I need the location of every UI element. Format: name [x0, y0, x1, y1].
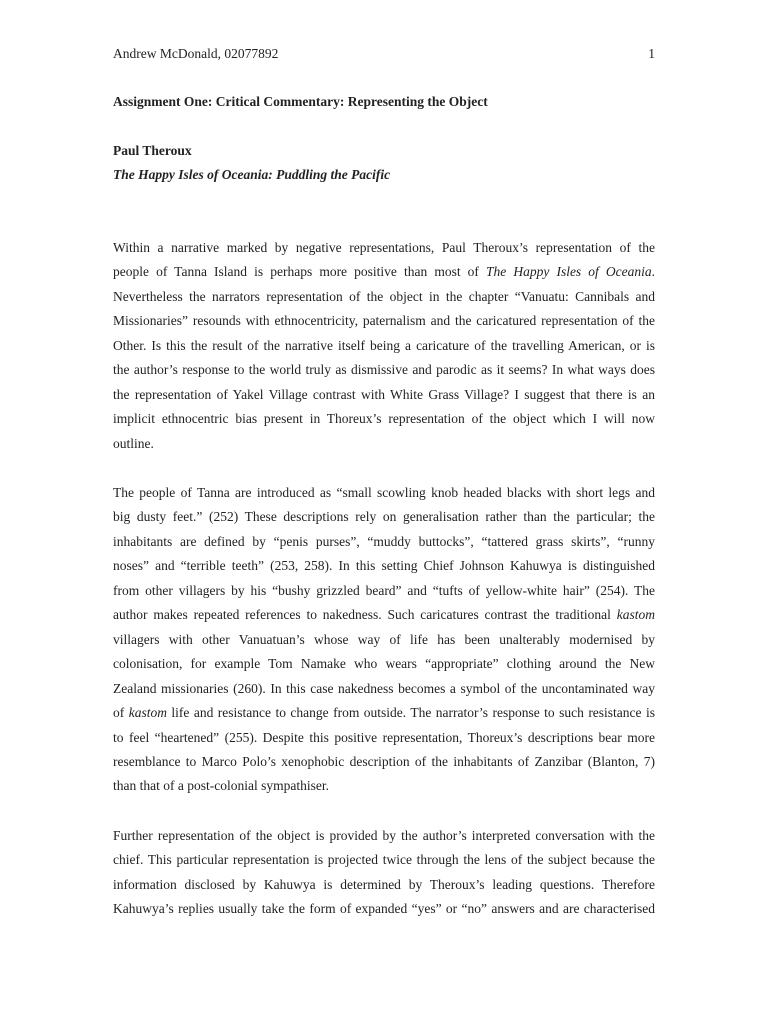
- paragraph-3: [113, 824, 655, 922]
- text-line: colonisation, for example Tom Namake who wears “appropriate” clothing around the New: [113, 656, 655, 672]
- text-line: people of Tanna Island is perhaps more positive than most of The Happy Isles of Oceania.: [113, 264, 655, 280]
- italic-term: kastom: [616, 607, 655, 623]
- text-line: noses” and “terrible teeth” (253, 258). In this setting Chief Johnson Kahuwya is distinguished: [113, 558, 655, 574]
- text-line: The people of Tanna are introduced as “small scowling knob headed blacks with short legs and: [113, 485, 655, 500]
- text-line: outline.: [113, 435, 154, 451]
- italic-term: kastom: [128, 705, 167, 721]
- text-line: Within a narrative marked by negative representations, Paul Theroux’s representation of the: [113, 240, 655, 255]
- text-line: Missionaries” resounds with ethnocentricity, paternalism and the caricatured representation of the: [113, 313, 655, 329]
- paragraph-2: [113, 481, 655, 799]
- text-line: to feel “heartened” (255). Despite this positive representation, Thoreux’s descriptions bear more: [113, 729, 655, 745]
- text-line: the author’s response to the world truly as dismissive and parodic as it seems? In what ways does: [113, 362, 655, 378]
- text-line: implicit ethnocentric bias present in Thoreux’s representation of the object which I will now: [113, 411, 655, 427]
- paragraph-1: [113, 236, 655, 456]
- text-line: big dusty feet.” (252) These descriptions rely on generalisation rather than the particular; the: [113, 509, 655, 525]
- text-line: from other villagers by his “bushy grizzled beard” and “tufts of yellow-white hair” (254). The: [113, 582, 655, 598]
- book-author: Paul Theroux: [113, 143, 192, 158]
- text-line: the representation of Yakel Village contrast with White Grass Village? I suggest that there is an: [113, 386, 655, 402]
- assignment-title: Assignment One: Critical Commentary: Representing the Object: [113, 94, 488, 109]
- book-title: The Happy Isles of Oceania: Puddling the Pacific: [113, 167, 391, 182]
- text-line: author makes repeated references to nakedness. Such caricatures contrast the traditional kastom: [113, 607, 655, 623]
- text-line: than that of a post-colonial sympathiser.: [113, 778, 329, 794]
- text-line: information disclosed by Kahuwya is determined by Theroux’s leading questions. Therefore: [113, 876, 655, 892]
- page-number: 1: [648, 46, 655, 61]
- text-line: chief. This particular representation is projected twice through the lens of the subject because the: [113, 852, 655, 868]
- text-line: Other. Is this the result of the narrative itself being a caricature of the travelling American, or is: [113, 337, 655, 353]
- text-line: of kastom life and resistance to change from outside. The narrator’s response to such resistance is: [113, 705, 655, 721]
- text-line: Further representation of the object is provided by the author’s interpreted conversation with the: [113, 828, 655, 843]
- text-line: Kahuwya’s replies usually take the form of expanded “yes” or “no” answers and are characterised: [113, 901, 655, 917]
- italic-book-title: The Happy Isles of Oceania: [486, 264, 652, 280]
- text-line: Zealand missionaries (260). In this case nakedness becomes a symbol of the uncontaminated way: [113, 680, 655, 696]
- text-line: villagers with other Vanuatuan’s whose way of life has been unalterably modernised by: [113, 631, 655, 647]
- text-line: inhabitants are defined by “penis purses”, “muddy buttocks”, “tattered grass skirts”, “runny: [113, 533, 655, 549]
- header-author-id: Andrew McDonald, 02077892: [113, 46, 279, 61]
- text-line: resemblance to Marco Polo’s xenophobic description of the inhabitants of Zanzibar (Blanton, 7): [113, 753, 655, 769]
- text-line: Nevertheless the narrators representation of the object in the chapter “Vanuatu: Cannibals and: [113, 288, 655, 304]
